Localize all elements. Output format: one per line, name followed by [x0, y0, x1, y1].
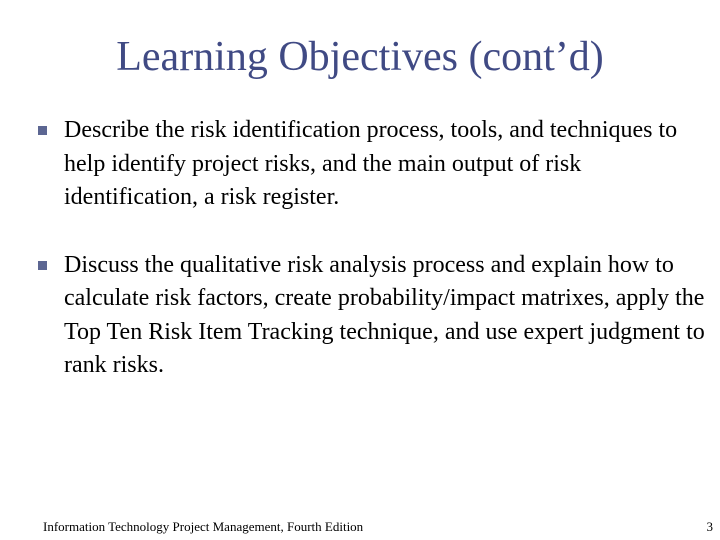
footer-text: Information Technology Project Management, Fourth Edition: [43, 519, 364, 534]
bullet-item: [38, 114, 708, 215]
square-bullet-icon: [38, 261, 47, 270]
bullet-item: [38, 249, 708, 383]
bullet-text: Describe the risk identification process, tools, and techniques to help identify project risks, and the main output of risk identification, a risk register.: [64, 117, 678, 210]
bullet-list: [38, 114, 708, 383]
slide-title: Learning Objectives (cont’d): [116, 34, 604, 80]
bullet-text: Discuss the qualitative risk analysis process and explain how to calculate risk factors, create probability/impact matrixes, apply the Top Ten Risk Item Tracking technique, and use expert judgment to rank risks.: [64, 251, 705, 378]
page-number: 3: [706, 519, 713, 534]
square-bullet-icon: [38, 126, 47, 135]
